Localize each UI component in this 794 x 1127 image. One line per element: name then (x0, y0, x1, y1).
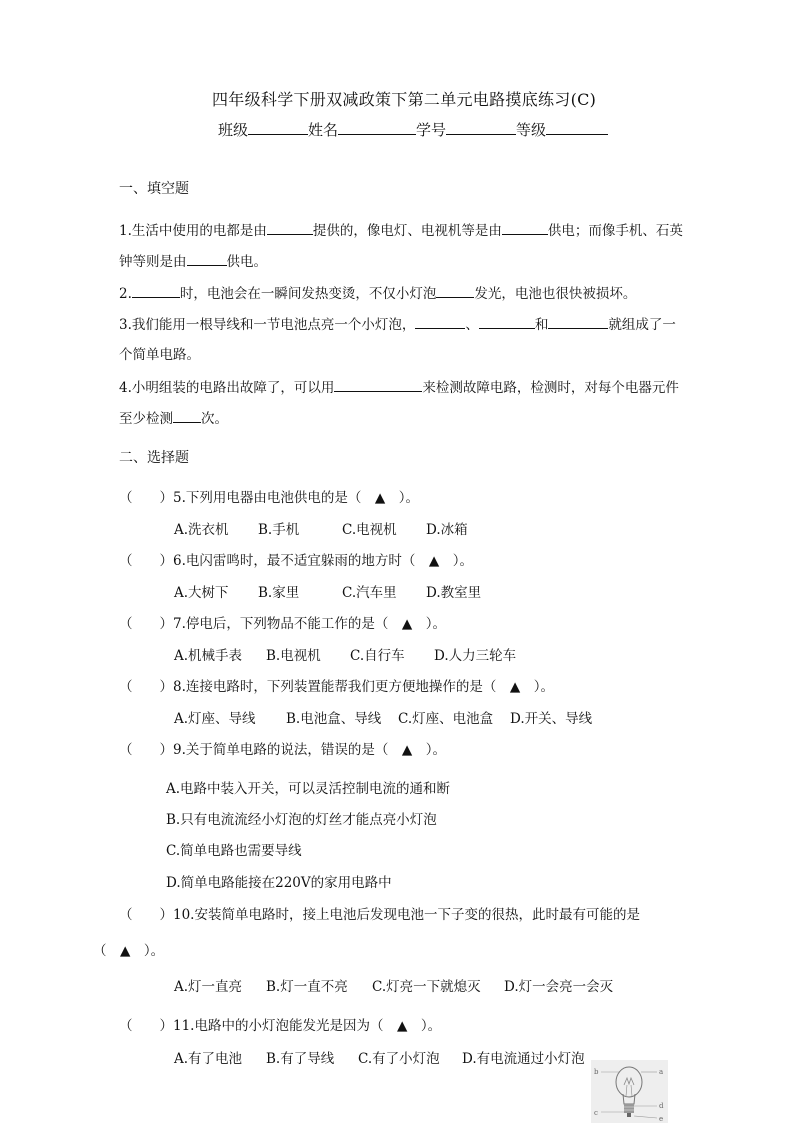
option[interactable]: D.教室里 (426, 585, 482, 601)
question-9: （ ）9.关于简单电路的说法，错误的是（ ▲ ）。 (119, 742, 447, 758)
id-label: 学号 (416, 121, 447, 139)
answer-paren[interactable]: （ ） (119, 907, 173, 923)
question-1-line-1: 1.生活中使用的电都是由 提供的，像电灯、电视机等是由 供电；而像手机、石英 (119, 218, 683, 239)
name-label: 姓名 (308, 121, 339, 139)
option[interactable]: B.手机 (258, 522, 300, 538)
question-4-line-1: 4.小明组装的电路出故障了，可以用 来检测故障电路，检测时，对每个电器元件 (119, 375, 679, 396)
answer-blank[interactable] (173, 406, 201, 423)
option[interactable]: D.灯一会亮一会灭 (504, 979, 614, 995)
light-bulb-icon (591, 1060, 668, 1123)
question-10-options (174, 975, 613, 995)
student-info-line (218, 118, 608, 140)
answer-blank[interactable] (415, 312, 465, 329)
option[interactable]: B.家里 (258, 585, 300, 601)
option[interactable]: D.有电流通过小灯泡 (462, 1051, 585, 1067)
option[interactable]: A.洗衣机 (174, 522, 229, 538)
option[interactable]: B.电视机 (266, 648, 321, 664)
answer-blank[interactable] (267, 218, 313, 235)
option[interactable]: B.有了导线 (266, 1051, 335, 1067)
answer-blank[interactable] (436, 281, 474, 298)
option[interactable]: D.人力三轮车 (434, 648, 517, 664)
figure-label-e: e (659, 1115, 664, 1123)
answer-blank[interactable] (334, 375, 422, 392)
name-blank[interactable] (338, 118, 416, 135)
question-6-options (174, 581, 481, 601)
question-5-options (174, 518, 468, 538)
section-multiple-choice: 二、选择题 (119, 450, 189, 466)
question-11-options (174, 1047, 585, 1067)
question-8-options (174, 707, 592, 727)
answer-paren[interactable]: （ ） (119, 1018, 173, 1034)
question-1-line-2: 钟等则是由 供电。 (119, 249, 267, 270)
question-3-line-1: 3.我们能用一根导线和一节电池点亮一个小灯泡， 、 和 就组成了一 (119, 312, 676, 333)
question-11: （ ）11.电路中的小灯泡能发光是因为（ ▲ ）。 (119, 1018, 442, 1034)
answer-blank[interactable] (502, 218, 548, 235)
option[interactable]: A.机械手表 (174, 648, 243, 664)
option[interactable]: A.灯座、导线 (174, 711, 256, 727)
option[interactable]: A.大树下 (174, 585, 229, 601)
page-title: 四年级科学下册双减政策下第二单元电路摸底练习(C) (212, 90, 597, 109)
answer-paren[interactable]: （ ） (119, 616, 173, 632)
answer-blank[interactable] (479, 312, 535, 329)
section-fill-in: 一、填空题 (119, 181, 189, 197)
option[interactable]: B.只有电流流经小灯泡的灯丝才能点亮小灯泡 (166, 812, 437, 828)
id-blank[interactable] (446, 118, 516, 135)
option[interactable]: B.电池盒、导线 (286, 711, 382, 727)
question-7-options (174, 644, 516, 664)
question-8: （ ）8.连接电路时，下列装置能帮我们更方便地操作的是（ ▲ ）。 (119, 679, 555, 695)
option[interactable]: C.灯亮一下就熄灭 (372, 979, 481, 995)
option[interactable]: C.有了小灯泡 (358, 1051, 440, 1067)
option[interactable]: B.灯一直不亮 (266, 979, 348, 995)
question-3-line-2: 个简单电路。 (119, 347, 200, 363)
question-10: （ ）10.安装简单电路时，接上电池后发现电池一下子变的很热，此时最有可能的是 (119, 907, 640, 923)
question-5: （ ）5.下列用电器由电池供电的是（ ▲ ）。 (119, 490, 420, 506)
question-2: 2. 时，电池会在一瞬间发热变烫，不仅小灯泡 发光，电池也很快被损坏。 (119, 281, 636, 302)
option[interactable]: C.电视机 (342, 522, 397, 538)
answer-paren[interactable]: （ ） (119, 490, 173, 506)
question-10-continuation: （ ▲ ）。 (93, 943, 165, 959)
figure-label-a: a (659, 1068, 664, 1076)
option[interactable]: C.汽车里 (342, 585, 397, 601)
option[interactable]: D.冰箱 (426, 522, 468, 538)
option[interactable]: C.自行车 (350, 648, 405, 664)
class-blank[interactable] (248, 118, 308, 135)
option[interactable]: A.有了电池 (174, 1051, 243, 1067)
figure-label-c: c (594, 1109, 598, 1117)
answer-blank[interactable] (132, 281, 180, 298)
option[interactable]: A.灯一直亮 (174, 979, 243, 995)
option[interactable]: C.简单电路也需要导线 (166, 843, 302, 859)
option[interactable]: C.灯座、电池盒 (398, 711, 494, 727)
answer-paren[interactable]: （ ） (119, 679, 173, 695)
figure-label-d: d (659, 1102, 664, 1110)
light-bulb-figure (591, 1060, 668, 1123)
answer-paren[interactable]: （ ） (119, 742, 173, 758)
answer-blank[interactable] (548, 312, 608, 329)
question-7: （ ）7.停电后，下列物品不能工作的是（ ▲ ）。 (119, 616, 447, 632)
option[interactable]: A.电路中装入开关，可以灵活控制电流的通和断 (166, 781, 451, 797)
class-label: 班级 (218, 121, 249, 139)
option[interactable]: D.开关、导线 (510, 711, 593, 727)
grade-blank[interactable] (546, 118, 608, 135)
figure-label-b: b (594, 1068, 599, 1076)
option[interactable]: D.简单电路能接在220V的家用电路中 (166, 875, 392, 891)
question-4-line-2: 至少检测 次。 (119, 406, 228, 427)
question-6: （ ）6.电闪雷鸣时，最不适宜躲雨的地方时（ ▲ ）。 (119, 553, 474, 569)
answer-blank[interactable] (187, 249, 227, 266)
grade-label: 等级 (516, 121, 547, 139)
answer-paren[interactable]: （ ） (119, 553, 173, 569)
